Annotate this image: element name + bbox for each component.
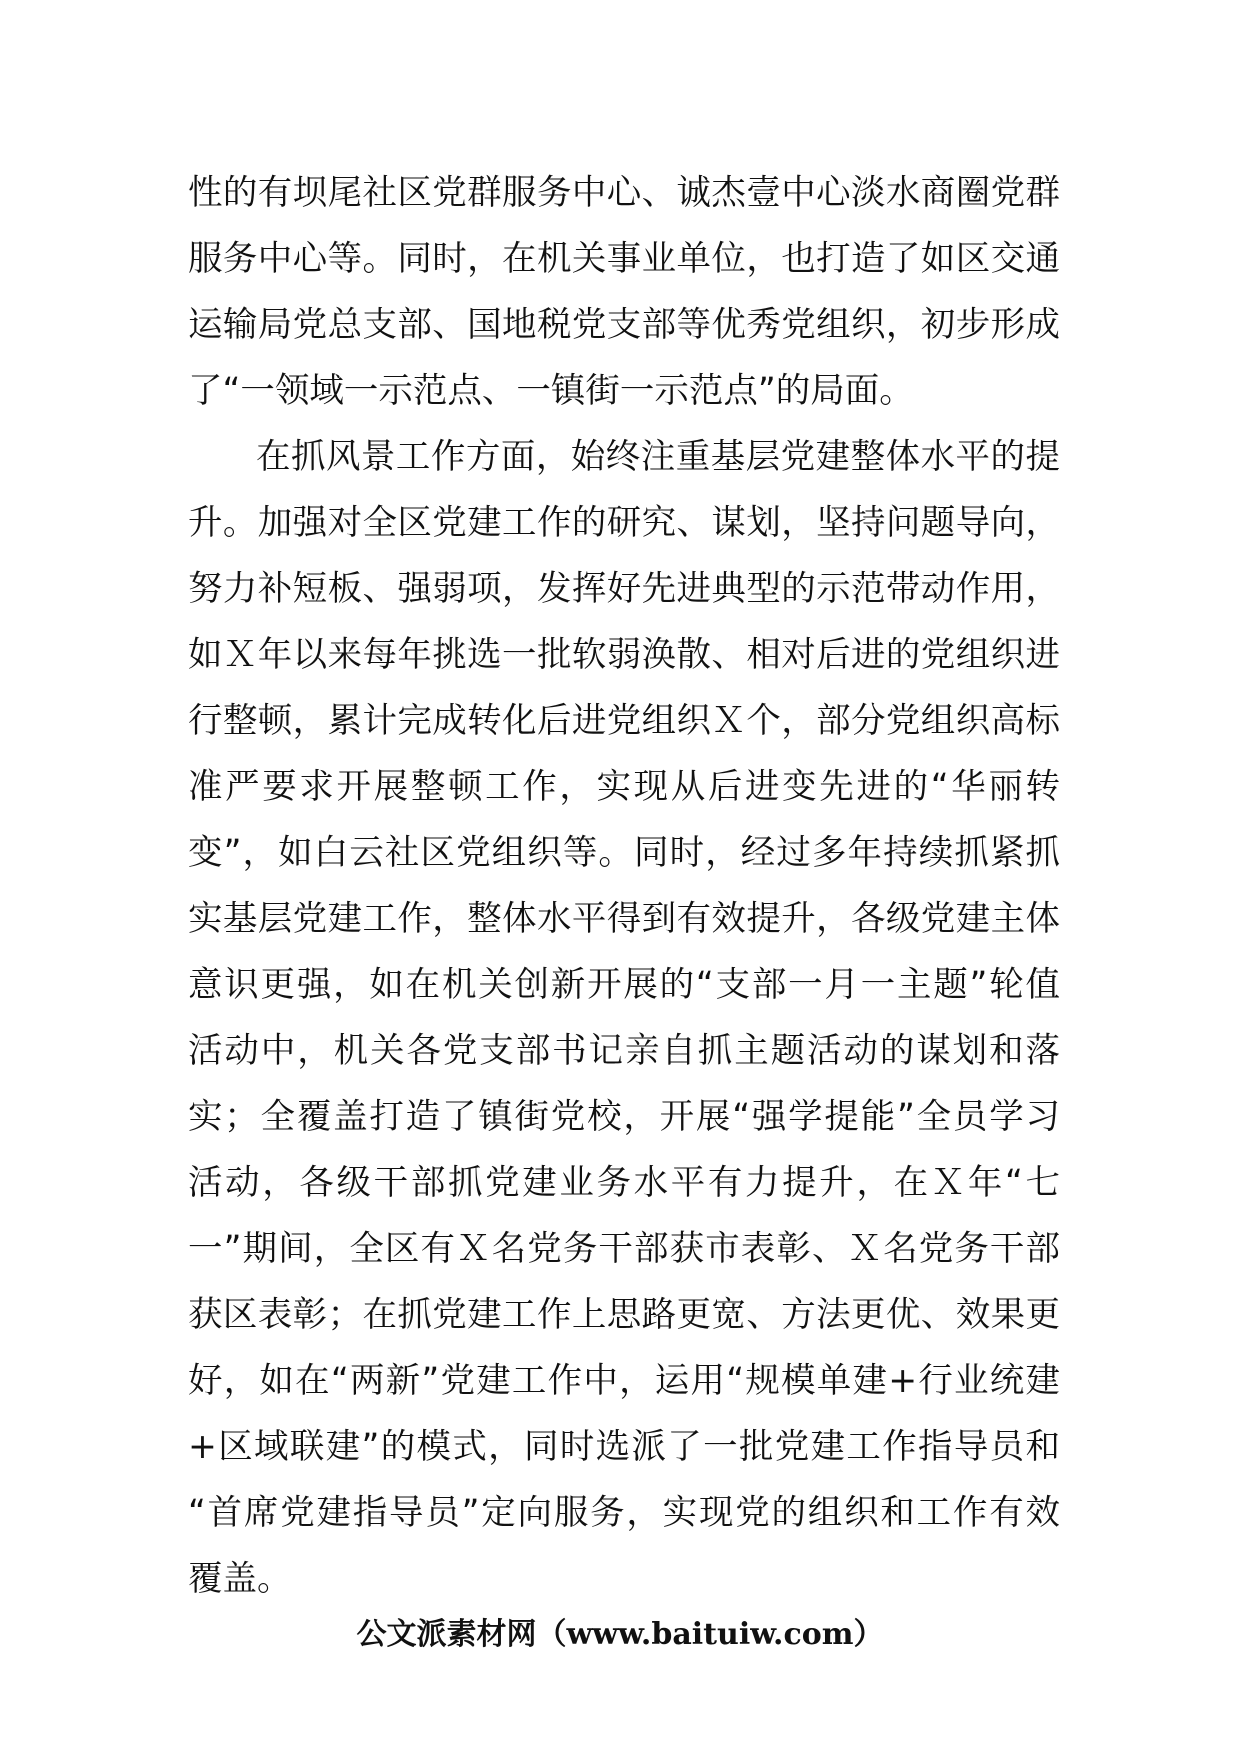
paragraph-line: 行整顿，累计完成转化后进党组织Ｘ个，部分党组织高标 — [188, 701, 1060, 741]
paragraph-line: 在抓风景工作方面，始终注重基层党建整体水平的提 — [256, 437, 1060, 477]
paragraph-line: 服务中心等。同时，在机关事业单位，也打造了如区交通 — [188, 239, 1060, 279]
paragraph-line: 活动中，机关各党支部书记亲自抓主题活动的谋划和落 — [188, 1031, 1060, 1071]
paragraph-line: 如Ｘ年以来每年挑选一批软弱涣散、相对后进的党组织进 — [188, 635, 1060, 675]
paragraph-line: “首席党建指导员”定向服务，实现党的组织和工作有效 — [188, 1493, 1060, 1533]
paragraph-line: 获区表彰；在抓党建工作上思路更宽、方法更优、效果更 — [188, 1295, 1060, 1335]
paragraph-line: 一”期间，全区有Ｘ名党务干部获市表彰、Ｘ名党务干部 — [188, 1229, 1060, 1269]
paragraph-line: 覆盖。 — [188, 1559, 292, 1599]
paragraph-line: 实；全覆盖打造了镇街党校，开展“强学提能”全员学习 — [188, 1097, 1060, 1137]
paragraph-line: 好，如在“两新”党建工作中，运用“规模单建+行业统建 — [188, 1361, 1060, 1401]
paragraph-line: 运输局党总支部、国地税党支部等优秀党组织，初步形成 — [188, 305, 1060, 345]
footer-source: 公文派素材网（www.baituiw.com） — [356, 1617, 884, 1652]
paragraph-line: 变”，如白云社区党组织等。同时，经过多年持续抓紧抓 — [188, 833, 1060, 873]
paragraph-line: +区域联建”的模式，同时选派了一批党建工作指导员和 — [188, 1427, 1060, 1467]
paragraph-line: 活动，各级干部抓党建业务水平有力提升，在Ｘ年“七 — [188, 1163, 1060, 1203]
paragraph-line: 努力补短板、强弱项，发挥好先进典型的示范带动作用， — [188, 569, 1060, 609]
paragraph-line: 性的有坝尾社区党群服务中心、诚杰壹中心淡水商圈党群 — [188, 173, 1060, 213]
paragraph-line: 准严要求开展整顿工作，实现从后进变先进的“华丽转 — [188, 767, 1060, 807]
paragraph-line: 意识更强，如在机关创新开展的“支部一月一主题”轮值 — [188, 965, 1060, 1005]
paragraph-line: 实基层党建工作，整体水平得到有效提升，各级党建主体 — [188, 899, 1060, 939]
paragraph-line: 升。加强对全区党建工作的研究、谋划，坚持问题导向， — [188, 503, 1060, 543]
paragraph-line: 了“一领域一示范点、一镇街一示范点”的局面。 — [188, 371, 914, 411]
